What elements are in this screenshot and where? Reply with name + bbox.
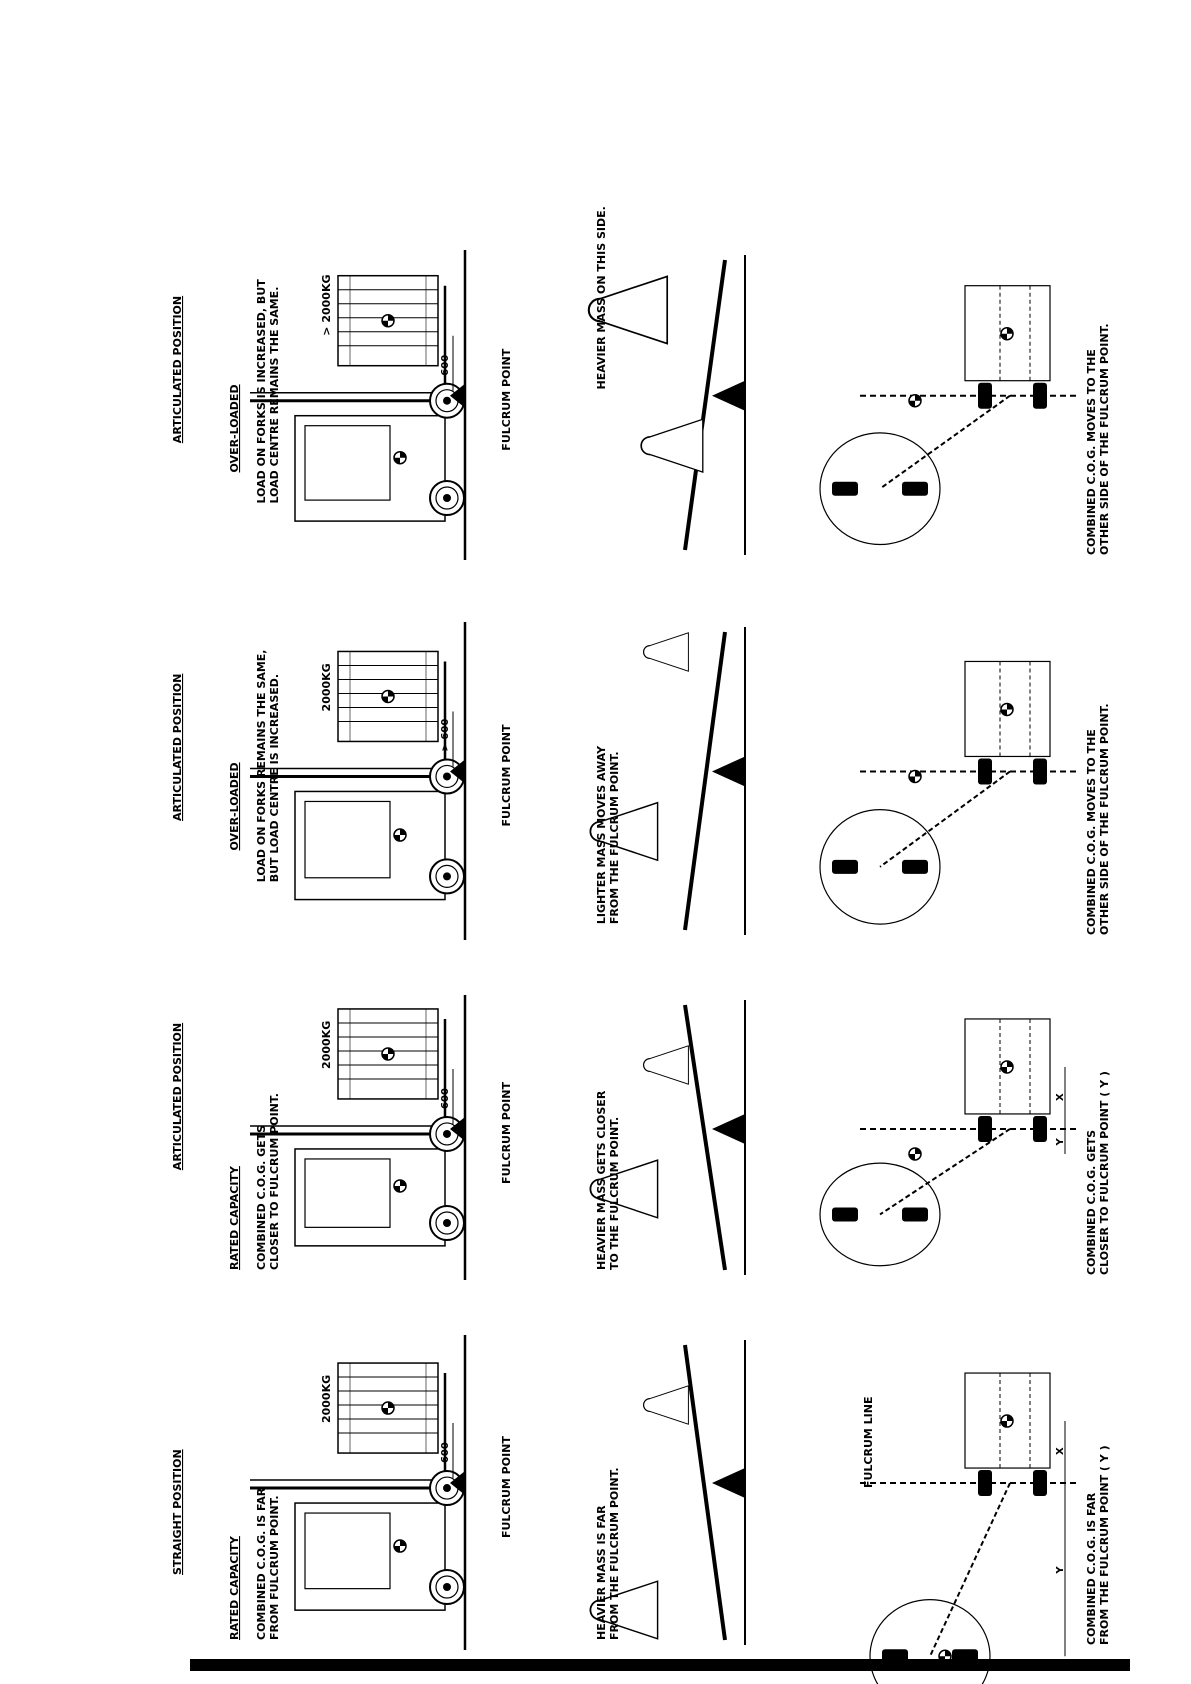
seesaw-fulcrum-icon <box>712 756 745 786</box>
plan-load-cog-icon <box>1001 1415 1013 1427</box>
plan-caption-1: COMBINED C.O.G. MOVES TO THE <box>1085 349 1098 555</box>
panel-heading: ARTICULATED POSITION <box>171 1022 184 1171</box>
plan-front-tyre-left <box>978 1470 992 1496</box>
light-mass-icon <box>644 1046 689 1084</box>
dimension-label: 600 <box>440 1442 451 1464</box>
fulcrum-line-label: FULCRUM LINE <box>862 1396 875 1489</box>
load-label: 2000KG <box>320 1374 333 1424</box>
panel-2 <box>171 995 1111 1280</box>
plan-caption-1: COMBINED C.O.G. GETS <box>1085 1129 1098 1275</box>
plan-load-cog-icon <box>1001 1061 1013 1073</box>
truck-cog-icon <box>394 1540 406 1552</box>
seesaw-fulcrum-icon <box>712 1468 745 1498</box>
seesaw-caption-2: TO THE FULCRUM POINT. <box>608 1116 621 1270</box>
panel-heading: ARTICULATED POSITION <box>171 673 184 821</box>
load-cog-icon <box>382 1402 394 1414</box>
fulcrum-label: FULCRUM POINT <box>500 1436 513 1539</box>
plan-rear-tyre-left <box>832 860 858 874</box>
panel-heading: STRAIGHT POSITION <box>171 1449 184 1575</box>
seesaw-beam <box>685 260 725 550</box>
seesaw-caption-1: LIGHTER MASS MOVES AWAY <box>595 745 608 925</box>
note-line-2: CLOSER TO FULCRUM POINT. <box>268 1093 281 1270</box>
plan-rear-body <box>870 1600 990 1684</box>
plan-front-tyre-right <box>1033 1470 1047 1496</box>
plan-rear-tyre-right <box>902 860 928 874</box>
plan-front-tyre-left <box>978 1116 992 1142</box>
seesaw-caption-1: HEAVIER MASS GETS CLOSER <box>595 1090 608 1270</box>
fulcrum-label: FULCRUM POINT <box>500 348 513 451</box>
plan-combined-cog-icon <box>909 770 921 782</box>
note-line-2: FROM FULCRUM POINT. <box>268 1495 281 1640</box>
panel-1 <box>171 1335 1111 1684</box>
dimension-label: > 600 <box>440 718 451 752</box>
light-mass-icon <box>644 633 689 671</box>
seesaw-caption-2: FROM THE FULCRUM POINT. <box>608 751 621 925</box>
plan-caption-2: CLOSER TO FULCRUM POINT ( Y ) <box>1098 1071 1111 1275</box>
plan-caption-2: FROM THE FULCRUM POINT ( Y ) <box>1098 1445 1111 1645</box>
plan-front-tyre-right <box>1033 1116 1047 1142</box>
panel-4 <box>171 206 1111 560</box>
load-label: > 2000KG <box>320 274 333 336</box>
load-label: 2000KG <box>320 1020 333 1069</box>
seesaw-caption-2: FROM THE FULCRUM POINT. <box>608 1467 621 1640</box>
panel-3 <box>171 622 1111 940</box>
x-label: X <box>1055 1093 1066 1101</box>
load-pallet <box>338 276 438 366</box>
panel-heading: ARTICULATED POSITION <box>171 295 184 444</box>
plan-combined-cog-icon <box>909 395 921 407</box>
rear-wheel <box>430 1206 464 1240</box>
forklift-body <box>295 1503 445 1610</box>
footer-bar <box>190 1659 1130 1671</box>
plan-front-tyre-right <box>1033 758 1047 784</box>
plan-caption-2: OTHER SIDE OF THE FULCRUM POINT. <box>1098 703 1111 935</box>
load-pallet <box>338 1009 438 1099</box>
load-cog-icon <box>382 1048 394 1060</box>
rear-wheel <box>430 481 464 515</box>
plan-caption-1: COMBINED C.O.G. IS FAR <box>1085 1492 1098 1645</box>
y-label: Y <box>1055 1138 1066 1146</box>
plan-rear-tyre-left <box>832 482 858 496</box>
note-line-1: COMBINED C.O.G. IS FAR <box>255 1487 268 1640</box>
seesaw-beam <box>685 632 725 930</box>
forklift-body <box>295 416 445 521</box>
status-label: OVER-LOADED <box>228 762 241 851</box>
status-label: RATED CAPACITY <box>228 1536 241 1640</box>
plan-view <box>860 1373 1080 1684</box>
plan-caption-2: OTHER SIDE OF THE FULCRUM POINT. <box>1098 323 1111 555</box>
rear-wheel <box>430 859 464 893</box>
load-pallet <box>338 651 438 741</box>
plan-combined-cog-icon <box>909 1148 921 1160</box>
plan-rear-tyre-left <box>832 1207 858 1221</box>
x-label: X <box>1055 1447 1066 1456</box>
fulcrum-label: FULCRUM POINT <box>500 1082 513 1184</box>
plan-front-tyre-left <box>978 758 992 784</box>
load-cog-icon <box>382 315 394 327</box>
dimension-label: 600 <box>440 1088 451 1109</box>
rear-wheel <box>430 1570 464 1604</box>
seesaw-beam <box>685 1345 725 1640</box>
forklift-body <box>295 1149 445 1246</box>
plan-rear-tyre-right <box>902 482 928 496</box>
note-line-1: COMBINED C.O.G. GETS <box>255 1124 268 1270</box>
load-pallet <box>338 1363 438 1453</box>
seesaw-fulcrum-icon <box>712 1114 745 1144</box>
seesaw <box>589 255 745 555</box>
dimension-label: 600 <box>440 354 451 376</box>
plan-view <box>820 286 1080 545</box>
note-line-2: BUT LOAD CENTRE IS INCREASED. <box>268 673 281 883</box>
y-label: Y <box>1055 1566 1066 1574</box>
note-line-1: LOAD ON FORKS IS INCREASED, BUT <box>255 279 268 504</box>
plan-load-cog-icon <box>1001 328 1013 340</box>
forklift-body <box>295 791 445 899</box>
light-mass-icon <box>641 419 703 472</box>
truck-cog-icon <box>394 452 406 464</box>
load-cog-icon <box>382 690 394 702</box>
seesaw-caption-1: HEAVIER MASS ON THIS SIDE. <box>595 206 608 390</box>
fulcrum-label: FULCRUM POINT <box>500 724 513 827</box>
plan-load-cog-icon <box>1001 703 1013 715</box>
truck-cog-icon <box>394 1180 406 1192</box>
plan-caption-1: COMBINED C.O.G. MOVES TO THE <box>1085 729 1098 935</box>
plan-view <box>820 1019 1080 1266</box>
seesaw-fulcrum-icon <box>712 381 745 411</box>
plan-front-tyre-right <box>1033 383 1047 409</box>
truck-cog-icon <box>394 829 406 841</box>
load-label: 2000KG <box>320 663 333 712</box>
plan-rear-tyre-right <box>902 1207 928 1221</box>
status-label: OVER-LOADED <box>228 384 241 473</box>
plan-view <box>820 661 1080 924</box>
seesaw-caption-1: HEAVIER MASS IS FAR <box>595 1505 608 1640</box>
seesaw-beam <box>685 1005 725 1270</box>
note-line-1: LOAD ON FORKS REMAINS THE SAME, <box>255 649 268 883</box>
light-mass-icon <box>644 1386 689 1424</box>
note-line-2: LOAD CENTRE REMAINS THE SAME. <box>268 286 281 504</box>
plan-front-tyre-left <box>978 383 992 409</box>
status-label: RATED CAPACITY <box>228 1166 241 1270</box>
